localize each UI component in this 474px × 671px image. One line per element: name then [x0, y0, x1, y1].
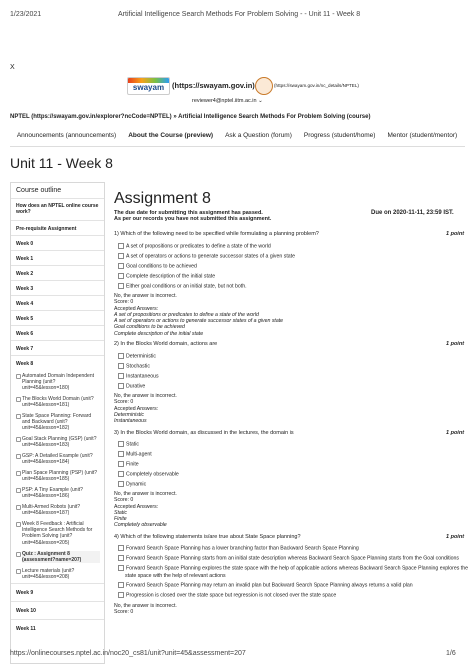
answer-option[interactable]: Multi-agent [118, 451, 152, 457]
page-number: 1/6 [446, 650, 456, 657]
not-submitted-text: As per our records you have not submitted this assignment. [114, 216, 272, 222]
question-text: 2) In the Blocks World domain, actions are [114, 341, 218, 347]
divider [11, 325, 104, 326]
answer-option[interactable]: Forward Search Space Planning has a lower branching factor than Backward Search Space Planning [118, 545, 359, 551]
sidebar-item-prerequisite[interactable]: Pre-requisite Assignment [16, 226, 77, 232]
sidebar-item-week-8[interactable]: Week 8 [16, 361, 34, 367]
sidebar-item-week-6[interactable]: Week 6 [16, 331, 34, 337]
breadcrumb-root[interactable]: NPTEL (https://swayam.gov.in/explorer?ncCode=NPTEL) [10, 114, 172, 120]
sidebar-lesson-active[interactable]: Quiz : Assignment 8 (assessment?name=207) [22, 551, 100, 563]
sidebar-item-week-0[interactable]: Week 0 [16, 241, 34, 247]
divider [11, 310, 104, 311]
answer-option[interactable]: Instantaneous [118, 373, 159, 379]
answer-option-continued: state space with the help of relevant actions [125, 573, 226, 579]
sidebar-lesson[interactable]: The Blocks World Domain (unit?unit=45&lesson=181) [22, 396, 100, 408]
divider [11, 198, 104, 199]
swayam-logo-text: swayam [132, 83, 165, 92]
sidebar-item-week-9[interactable]: Week 9 [16, 590, 34, 596]
feedback-line: Score: 0 [114, 609, 134, 616]
feedback-line: No, the answer is incorrect. [114, 491, 177, 497]
accepted-answer: Deterministic [114, 411, 144, 418]
divider [11, 235, 104, 236]
print-date: 1/23/2021 [10, 11, 42, 18]
nav-about-course[interactable]: About the Course (preview) [128, 132, 214, 139]
page-url: https://onlinecourses.nptel.ac.in/noc20_cs81/unit?unit=45&assessment=207 [10, 650, 246, 657]
sidebar-lesson[interactable]: GSP: A Detailed Example (unit?unit=45&lesson=184) [22, 453, 100, 465]
sidebar-item-week-10[interactable]: Week 10 [16, 608, 36, 614]
accepted-answer: A set of operators or actions to generate successor states of a given state [114, 318, 284, 325]
divider [11, 295, 104, 296]
divider [10, 146, 465, 147]
divider [11, 355, 104, 356]
feedback-line: Accepted Answers: [114, 405, 159, 412]
breadcrumb-course[interactable]: Artificial Intelligence Search Methods For Problem Solving (course) [178, 114, 371, 120]
nav-mentor[interactable]: Mentor (student/mentor) [387, 132, 458, 139]
feedback-line: No, the answer is incorrect. [114, 603, 177, 609]
nav-ask-question[interactable]: Ask a Question (forum) [225, 132, 292, 139]
answer-option[interactable]: Static [118, 441, 139, 447]
answer-option[interactable]: Completely observable [118, 471, 179, 477]
user-menu[interactable] [192, 98, 263, 104]
question-text: 4) Which of the following statements is/are true about State Space planning? [114, 534, 301, 540]
divider [11, 280, 104, 281]
answer-option[interactable]: Finite [118, 461, 139, 467]
sidebar-lesson[interactable]: State Space Planning: Forward and Backward (unit?unit=45&lesson=182) [22, 413, 100, 432]
sidebar-item-week-4[interactable]: Week 4 [16, 301, 34, 307]
accepted-answer: Instantaneous [114, 418, 147, 425]
answer-option[interactable]: A set of propositions or predicates to define a state of the world [118, 243, 271, 249]
swayam-link[interactable]: (https://swayam.gov.in) [172, 81, 255, 90]
divider [11, 619, 104, 620]
answer-option[interactable]: Durative [118, 383, 145, 389]
answer-option[interactable]: Forward Search Space Planning explores the state space with the help of applicable actions whereas Backward Search Space Planning explores the [118, 565, 468, 571]
user-email: reviewer4@nptel.iitm.ac.in [192, 98, 257, 104]
answer-option[interactable]: Stochastic [118, 363, 150, 369]
answer-option[interactable]: Dynamic [118, 481, 146, 487]
accepted-answer: Static [114, 509, 127, 516]
question-points: 1 point [446, 430, 465, 436]
divider [11, 340, 104, 341]
print-title: Artificial Intelligence Search Methods For Problem Solving - - Unit 11 - Week 8 [118, 11, 361, 18]
feedback-line: No, the answer is incorrect. [114, 393, 177, 399]
sidebar-lesson[interactable]: Automated Domain Independent Planning (unit?unit=45&lesson=180) [22, 373, 100, 392]
feedback-line: Score: 0 [114, 399, 134, 406]
question-points: 1 point [446, 534, 465, 540]
answer-option[interactable]: Goal conditions to be achieved [118, 263, 197, 269]
course-nav [0, 132, 474, 139]
due-passed-text: The due date for submitting this assignment has passed. [114, 210, 263, 216]
chevron-down-icon: ⌄ [258, 98, 263, 104]
course-outline-sidebar [10, 182, 105, 664]
mhrd-logo[interactable] [255, 77, 273, 95]
sidebar-item-week-3[interactable]: Week 3 [16, 286, 34, 292]
feedback-line: Score: 0 [114, 299, 134, 306]
sidebar-title: Course outline [16, 187, 62, 194]
accepted-answer: Completely observable [114, 522, 167, 529]
sidebar-item-how-it-works[interactable]: How does an NPTEL online course work? [16, 203, 99, 216]
divider [11, 601, 104, 602]
accepted-answer: A set of propositions or predicates to define a state of the world [114, 311, 259, 318]
feedback [114, 393, 177, 424]
accepted-answer: Goal conditions to be achieved [114, 324, 185, 331]
accepted-answer: Complete description of the initial state [114, 330, 204, 337]
sidebar-item-week-7[interactable]: Week 7 [16, 346, 34, 352]
assignment-title: Assignment 8 [114, 190, 211, 207]
close-icon[interactable]: X [10, 64, 15, 71]
due-message [114, 210, 271, 222]
answer-option[interactable]: Forward Search Space Planning may return an invalid plan but Backward Search Space Planning always returns a valid plan [118, 582, 413, 588]
sidebar-item-week-2[interactable]: Week 2 [16, 271, 34, 277]
sidebar-item-week-11[interactable]: Week 11 [16, 626, 36, 632]
nptel-details-link[interactable]: (https://swayam.gov.in/nc_details/NPTEL) [274, 83, 359, 88]
sidebar-lesson[interactable]: Week 8 Feedback : Artificial Intelligence Search Methods for Problem Solving (unit?unit=45&lesson=205) [22, 521, 100, 546]
answer-option[interactable]: Progression is closed over the state space but regression is not closed over the state space [118, 592, 336, 598]
question-points: 1 point [446, 341, 465, 347]
answer-option[interactable]: A set of operators or actions to generate successor states of a given state [118, 253, 295, 259]
feedback-line: Accepted Answers: [114, 503, 159, 510]
sidebar-lesson[interactable]: Lecture materials (unit?unit=45&lesson=208) [22, 568, 100, 580]
answer-option[interactable]: Forward Search Space Planning starts from an initial state description whereas Backward Search Space Planning starts from the Goal conditions [118, 555, 459, 561]
answer-option[interactable]: Either goal conditions or an initial state, but not both. [118, 283, 247, 289]
feedback-line: Accepted Answers: [114, 305, 159, 312]
breadcrumb-separator: » [173, 114, 177, 120]
question-text: 3) In the Blocks World domain, as discussed in the lectures, the domain is [114, 430, 294, 436]
feedback [114, 491, 177, 529]
page-title: Unit 11 - Week 8 [10, 155, 113, 171]
swayam-logo[interactable] [127, 77, 170, 95]
divider [11, 583, 104, 584]
question-points: 1 point [446, 231, 465, 237]
nav-progress[interactable]: Progress (student/home) [303, 132, 376, 139]
answer-option[interactable]: Deterministic [118, 353, 156, 359]
sidebar-lesson[interactable]: PSP: A Tiny Example (unit?unit=45&lesson=186) [22, 487, 100, 499]
due-date: Due on 2020-11-11, 23:59 IST. [371, 210, 454, 216]
divider [11, 265, 104, 266]
divider [11, 250, 104, 251]
sidebar-lesson[interactable]: Multi-Armed Robots (unit?unit=45&lesson=187) [22, 504, 100, 516]
sidebar-item-week-1[interactable]: Week 1 [16, 256, 34, 262]
divider [11, 220, 104, 221]
answer-option[interactable]: Complete description of the initial state [118, 273, 215, 279]
sidebar-item-week-5[interactable]: Week 5 [16, 316, 34, 322]
feedback [114, 603, 177, 616]
sidebar-lesson[interactable]: Goal Stack Planning (GSP) (unit?unit=45&lesson=183) [22, 436, 100, 448]
question-text: 1) Which of the following need to be specified while formulating a planning problem? [114, 231, 319, 237]
sidebar-lesson[interactable]: Plan Space Planning (PSP) (unit?unit=45&lesson=185) [22, 470, 100, 482]
feedback-line: Score: 0 [114, 497, 134, 504]
feedback-line: No, the answer is incorrect. [114, 293, 177, 299]
breadcrumb [10, 114, 370, 120]
nav-announcements[interactable]: Announcements (announcements) [16, 132, 117, 139]
accepted-answer: Finite [114, 516, 127, 523]
feedback [114, 293, 283, 337]
